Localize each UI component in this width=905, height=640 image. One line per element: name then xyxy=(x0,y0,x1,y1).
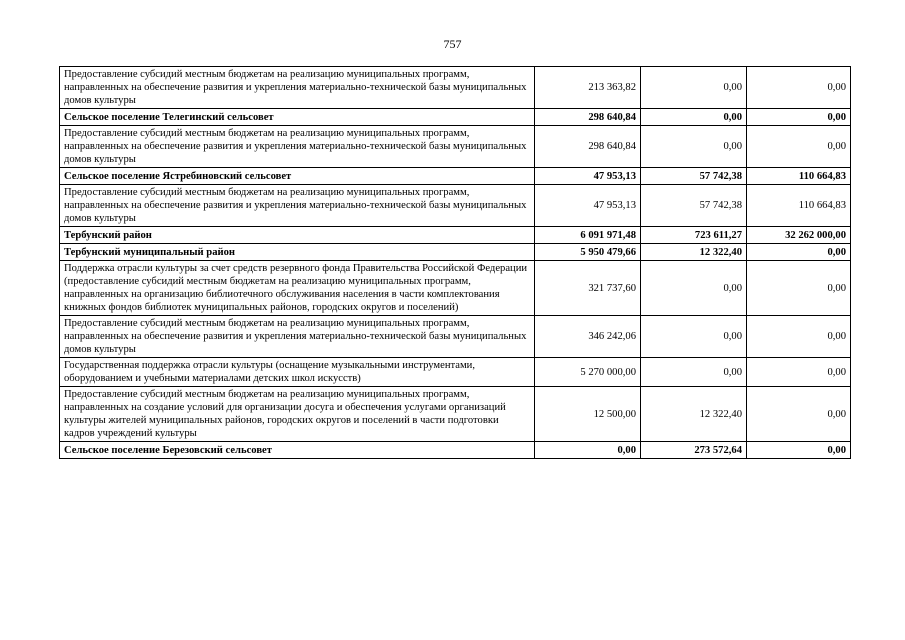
row-value-3: 0,00 xyxy=(747,67,851,109)
row-value-2: 0,00 xyxy=(641,126,747,168)
budget-table xyxy=(59,66,851,459)
row-value-2: 12 322,40 xyxy=(641,244,747,261)
row-description: Предоставление субсидий местным бюджетам на реализацию муниципальных программ, направленных на обеспечение развития и укрепления материально-технической базы муниципальных домов культуры xyxy=(60,185,535,227)
row-description: Предоставление субсидий местным бюджетам на реализацию муниципальных программ, направленных на обеспечение развития и укрепления материально-технической базы муниципальных домов культуры xyxy=(60,316,535,358)
table-row xyxy=(60,67,851,109)
row-value-2: 723 611,27 xyxy=(641,227,747,244)
row-value-3: 0,00 xyxy=(747,261,851,316)
row-value-1: 0,00 xyxy=(535,442,641,459)
row-value-3: 110 664,83 xyxy=(747,168,851,185)
table-row xyxy=(60,316,851,358)
row-description: Поддержка отрасли культуры за счет средств резервного фонда Правительства Российской Федерации (предоставление субсидий местным бюджетам на реализацию муниципальных программ, направленных на организацию библиотечного обслуживания населения в части комплектования книжных фондов библиотек муниципальных районов, городских округов и поселений) xyxy=(60,261,535,316)
row-description: Сельское поселение Телегинский сельсовет xyxy=(60,109,535,126)
row-value-3: 0,00 xyxy=(747,126,851,168)
table-row xyxy=(60,358,851,387)
row-value-1: 213 363,82 xyxy=(535,67,641,109)
row-value-3: 110 664,83 xyxy=(747,185,851,227)
row-value-2: 0,00 xyxy=(641,109,747,126)
table-row xyxy=(60,261,851,316)
row-description: Тербунский район xyxy=(60,227,535,244)
row-value-3: 32 262 000,00 xyxy=(747,227,851,244)
row-value-1: 47 953,13 xyxy=(535,185,641,227)
row-value-1: 346 242,06 xyxy=(535,316,641,358)
table-row xyxy=(60,185,851,227)
row-value-3: 0,00 xyxy=(747,387,851,442)
row-value-3: 0,00 xyxy=(747,358,851,387)
table-row xyxy=(60,109,851,126)
row-value-1: 298 640,84 xyxy=(535,126,641,168)
row-value-1: 5 270 000,00 xyxy=(535,358,641,387)
row-value-1: 5 950 479,66 xyxy=(535,244,641,261)
row-value-2: 0,00 xyxy=(641,358,747,387)
row-value-3: 0,00 xyxy=(747,244,851,261)
table-row xyxy=(60,227,851,244)
row-value-2: 0,00 xyxy=(641,67,747,109)
table-row xyxy=(60,387,851,442)
row-value-2: 12 322,40 xyxy=(641,387,747,442)
row-description: Сельское поселение Ястребиновский сельсовет xyxy=(60,168,535,185)
table-row xyxy=(60,442,851,459)
row-description: Предоставление субсидий местным бюджетам на реализацию муниципальных программ, направленных на обеспечение развития и укрепления материально-технической базы муниципальных домов культуры xyxy=(60,67,535,109)
row-value-3: 0,00 xyxy=(747,109,851,126)
row-value-2: 57 742,38 xyxy=(641,168,747,185)
row-value-1: 6 091 971,48 xyxy=(535,227,641,244)
row-value-3: 0,00 xyxy=(747,316,851,358)
row-description: Сельское поселение Березовский сельсовет xyxy=(60,442,535,459)
row-value-1: 298 640,84 xyxy=(535,109,641,126)
row-value-2: 0,00 xyxy=(641,261,747,316)
page-number: 757 xyxy=(443,37,462,51)
row-value-3: 0,00 xyxy=(747,442,851,459)
row-description: Государственная поддержка отрасли культуры (оснащение музыкальными инструментами, оборудованием и учебными материалами детских школ искусств) xyxy=(60,358,535,387)
row-description: Предоставление субсидий местным бюджетам на реализацию муниципальных программ, направленных на создание условий для организации досуга и обеспечения услугами организаций культуры жителей муниципальных районов, городских округов и поселений в части подготовки кадров учреждений культуры xyxy=(60,387,535,442)
row-value-2: 57 742,38 xyxy=(641,185,747,227)
table-row xyxy=(60,168,851,185)
row-value-1: 12 500,00 xyxy=(535,387,641,442)
row-value-1: 321 737,60 xyxy=(535,261,641,316)
row-value-1: 47 953,13 xyxy=(535,168,641,185)
row-value-2: 0,00 xyxy=(641,316,747,358)
row-description: Предоставление субсидий местным бюджетам на реализацию муниципальных программ, направленных на обеспечение развития и укрепления материально-технической базы муниципальных домов культуры xyxy=(60,126,535,168)
row-description: Тербунский муниципальный район xyxy=(60,244,535,261)
table-row xyxy=(60,126,851,168)
row-value-2: 273 572,64 xyxy=(641,442,747,459)
table-row xyxy=(60,244,851,261)
